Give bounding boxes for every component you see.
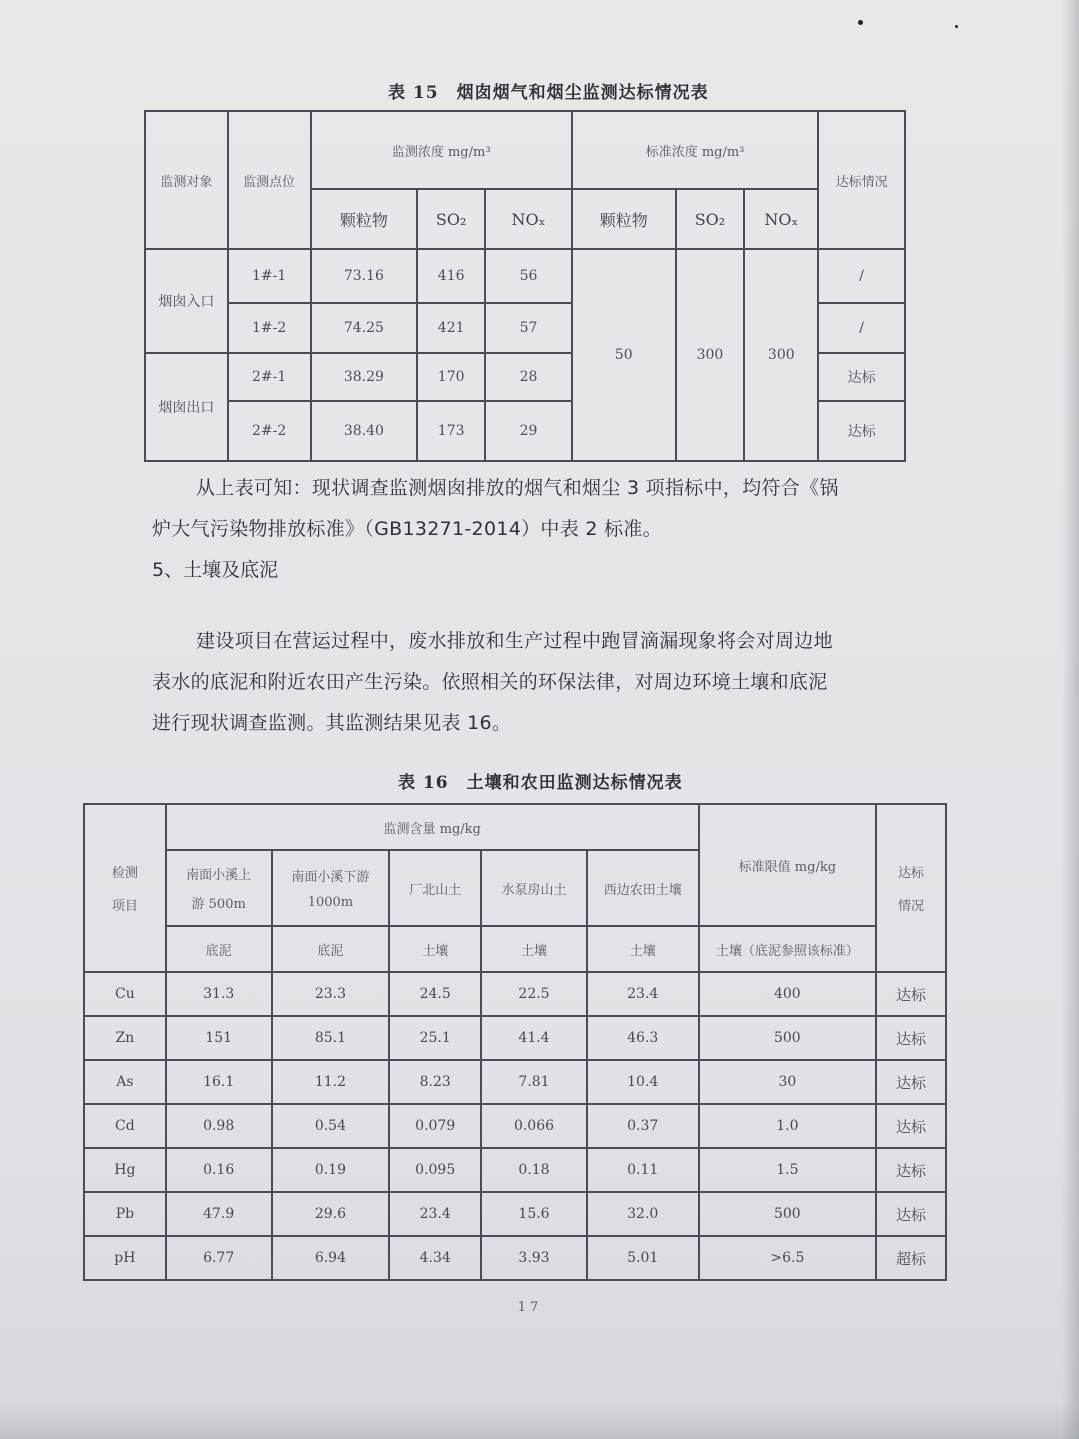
- group-name: 烟囱出口: [145, 353, 228, 461]
- paragraph-line: 建设项目在营运过程中，废水排放和生产过程中跑冒滴漏现象将会对周边地: [196, 630, 833, 652]
- cell-v3: 8.23: [389, 1060, 481, 1104]
- cell-particulate: 38.40: [311, 401, 418, 461]
- header-item-line: 检测: [111, 866, 138, 881]
- cell-point: 2#-2: [228, 401, 311, 461]
- table-row: [84, 972, 946, 1016]
- header-measured: 监测含量 mg/kg: [166, 804, 699, 850]
- cell-nox: 28: [485, 353, 572, 401]
- cell-status: 达标: [818, 401, 905, 461]
- cell-status: 达标: [818, 353, 905, 401]
- cell-v2: 23.3: [272, 972, 390, 1016]
- cell-nox: 56: [485, 249, 572, 303]
- cell-item: Zn: [84, 1016, 166, 1060]
- header-item: [84, 804, 166, 972]
- cell-point: 2#-1: [228, 353, 311, 401]
- site-name: [272, 850, 390, 926]
- cell-item: pH: [84, 1236, 166, 1280]
- cell-v1: 47.9: [166, 1192, 272, 1236]
- cell-limit: 30: [699, 1060, 877, 1104]
- site-name: 厂北山土: [389, 850, 481, 926]
- cell-v4: 41.4: [481, 1016, 587, 1060]
- site-type: 底泥: [272, 926, 390, 972]
- cell-v3: 23.4: [389, 1192, 481, 1236]
- cell-v5: 23.4: [587, 972, 699, 1016]
- cell-v5: 0.37: [587, 1104, 699, 1148]
- table15: [144, 110, 906, 462]
- header-std-so2: SO₂: [676, 189, 745, 249]
- table-row: [84, 1060, 946, 1104]
- cell-v1: 0.98: [166, 1104, 272, 1148]
- site-name-line: 南面小溪下游: [291, 870, 370, 885]
- cell-status: 达标: [876, 1104, 946, 1148]
- cell-v1: 31.3: [166, 972, 272, 1016]
- cell-v2: 29.6: [272, 1192, 390, 1236]
- cell-status: 超标: [876, 1236, 946, 1280]
- cell-limit: 500: [699, 1016, 877, 1060]
- cell-v3: 25.1: [389, 1016, 481, 1060]
- cell-v1: 0.16: [166, 1148, 272, 1192]
- header-status-line: 达标: [898, 866, 925, 881]
- header-status-line: 情况: [898, 899, 925, 914]
- cell-status: /: [818, 249, 905, 303]
- header-standard: 标准限值 mg/kg: [699, 804, 877, 926]
- table16-caption: 表 16 土壤和农田监测达标情况表: [398, 773, 683, 793]
- site-name-line: 南面小溪上: [186, 868, 252, 883]
- header-std-nox: NOₓ: [744, 189, 818, 249]
- cell-v5: 46.3: [587, 1016, 699, 1060]
- cell-v1: 151: [166, 1016, 272, 1060]
- header-status: [876, 804, 946, 972]
- cell-limit: >6.5: [699, 1236, 877, 1280]
- cell-nox: 29: [485, 401, 572, 461]
- table16: [83, 803, 947, 1281]
- table16-body: [84, 972, 946, 1280]
- page-shadow-bottom: [0, 1399, 1079, 1439]
- cell-v3: 0.079: [389, 1104, 481, 1148]
- std-particulate: 50: [572, 249, 676, 461]
- header-item-line: 项目: [111, 899, 138, 914]
- cell-limit: 1.0: [699, 1104, 877, 1148]
- cell-particulate: 38.29: [311, 353, 418, 401]
- cell-item: Pb: [84, 1192, 166, 1236]
- cell-so2: 421: [417, 303, 485, 353]
- cell-v3: 0.095: [389, 1148, 481, 1192]
- table15-caption: 表 15 烟囱烟气和烟尘监测达标情况表: [388, 83, 709, 103]
- cell-v5: 5.01: [587, 1236, 699, 1280]
- site-type: 土壤: [481, 926, 587, 972]
- table-row: [84, 1016, 946, 1060]
- header-standard-sub: 土壤（底泥参照该标准）: [699, 926, 877, 972]
- table-row: [84, 1148, 946, 1192]
- cell-item: Cd: [84, 1104, 166, 1148]
- site-name: 水泵房山土: [481, 850, 587, 926]
- header-status: 达标情况: [818, 111, 905, 249]
- site-name: 西边农田土壤: [587, 850, 699, 926]
- cell-v3: 24.5: [389, 972, 481, 1016]
- site-type: 底泥: [166, 926, 272, 972]
- paragraph-line: 炉大气污染物排放标准》（GB13271-2014）中表 2 标准。: [152, 518, 662, 540]
- table-row: [84, 1192, 946, 1236]
- cell-so2: 416: [417, 249, 485, 303]
- cell-v2: 85.1: [272, 1016, 390, 1060]
- cell-v2: 11.2: [272, 1060, 390, 1104]
- cell-status: /: [818, 303, 905, 353]
- cell-limit: 1.5: [699, 1148, 877, 1192]
- table-row: [84, 1104, 946, 1148]
- cell-so2: 173: [417, 401, 485, 461]
- cell-status: 达标: [876, 1148, 946, 1192]
- cell-status: 达标: [876, 1192, 946, 1236]
- page-shadow-right: [1061, 0, 1079, 1439]
- cell-v4: 0.066: [481, 1104, 587, 1148]
- cell-v1: 6.77: [166, 1236, 272, 1280]
- group-name: 烟囱入口: [145, 249, 228, 353]
- cell-limit: 400: [699, 972, 877, 1016]
- header-particulate: 颗粒物: [311, 189, 418, 249]
- site-name: [166, 850, 272, 926]
- cell-v4: 0.18: [481, 1148, 587, 1192]
- page-number: 17: [517, 1300, 543, 1315]
- std-so2: 300: [676, 249, 745, 461]
- cell-item: Cu: [84, 972, 166, 1016]
- speck-mark: [858, 20, 863, 25]
- site-name-line: 游 500m: [191, 897, 246, 912]
- cell-v5: 10.4: [587, 1060, 699, 1104]
- cell-v5: 32.0: [587, 1192, 699, 1236]
- cell-point: 1#-1: [228, 249, 311, 303]
- cell-status: 达标: [876, 1060, 946, 1104]
- section-heading: 5、土壤及底泥: [152, 559, 279, 581]
- std-nox: 300: [744, 249, 818, 461]
- paragraph-line: 表水的底泥和附近农田产生污染。依照相关的环保法律，对周边环境土壤和底泥: [152, 671, 828, 693]
- cell-so2: 170: [417, 353, 485, 401]
- cell-status: 达标: [876, 972, 946, 1016]
- cell-status: 达标: [876, 1016, 946, 1060]
- cell-v1: 16.1: [166, 1060, 272, 1104]
- cell-item: As: [84, 1060, 166, 1104]
- table-row: [84, 1236, 946, 1280]
- header-so2: SO₂: [417, 189, 485, 249]
- cell-v2: 6.94: [272, 1236, 390, 1280]
- site-name-line: 1000m: [307, 895, 354, 910]
- site-type: 土壤: [587, 926, 699, 972]
- header-nox: NOₓ: [485, 189, 572, 249]
- cell-particulate: 73.16: [311, 249, 418, 303]
- header-std-particulate: 颗粒物: [572, 189, 676, 249]
- paragraph-line: 进行现状调查监测。其监测结果见表 16。: [152, 712, 512, 734]
- cell-nox: 57: [485, 303, 572, 353]
- header-measured: 监测浓度 mg/m³: [311, 111, 572, 189]
- cell-point: 1#-2: [228, 303, 311, 353]
- paragraph-line: 从上表可知：现状调查监测烟囱排放的烟气和烟尘 3 项指标中，均符合《锅: [196, 477, 839, 499]
- cell-v4: 22.5: [481, 972, 587, 1016]
- cell-limit: 500: [699, 1192, 877, 1236]
- cell-v2: 0.19: [272, 1148, 390, 1192]
- cell-particulate: 74.25: [311, 303, 418, 353]
- speck-mark: [955, 25, 958, 28]
- cell-v4: 3.93: [481, 1236, 587, 1280]
- cell-v4: 15.6: [481, 1192, 587, 1236]
- cell-v4: 7.81: [481, 1060, 587, 1104]
- header-object: 监测对象: [145, 111, 228, 249]
- header-standard: 标准浓度 mg/m³: [572, 111, 818, 189]
- cell-v2: 0.54: [272, 1104, 390, 1148]
- cell-v3: 4.34: [389, 1236, 481, 1280]
- cell-v5: 0.11: [587, 1148, 699, 1192]
- site-type: 土壤: [389, 926, 481, 972]
- cell-item: Hg: [84, 1148, 166, 1192]
- header-point: 监测点位: [228, 111, 311, 249]
